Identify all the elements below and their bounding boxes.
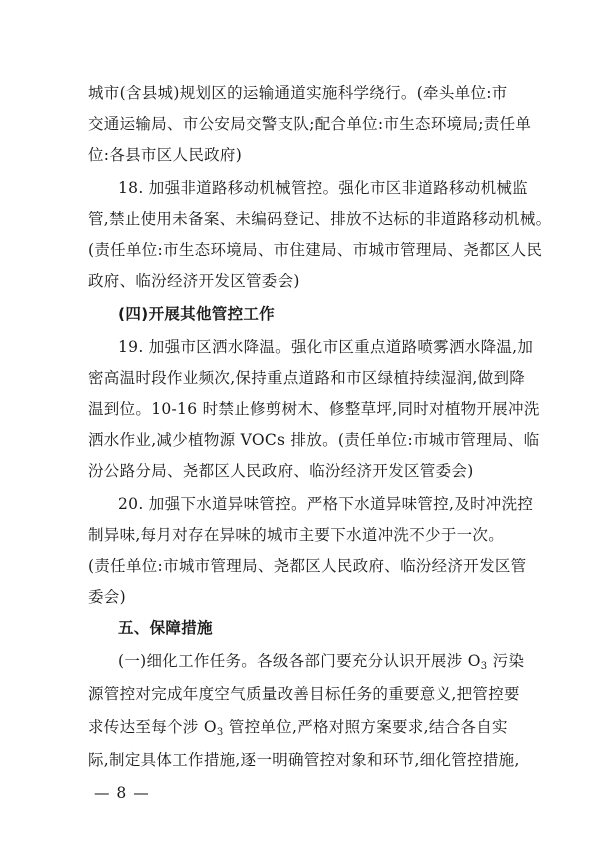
paragraph-line: 委会) [88, 588, 126, 606]
item-20-heading: 20. 加强下水道异味管控。严格下水道异味管控,及时冲洗控 [118, 495, 534, 513]
section-heading-other-controls: (四)开展其他管控工作 [118, 305, 275, 323]
page-number: — 8 — [94, 784, 150, 802]
paragraph-line: 制异味,每月对存在异味的城市主要下水道冲洗不少于一次。 [88, 526, 505, 544]
text-span: 求传达至每个涉 [88, 718, 199, 736]
paragraph-line: 际,制定具体工作措施,逐一明确管控对象和环节,细化管控措施, [88, 751, 520, 769]
paragraph-line: 管,禁止使用未备案、未编码登记、排放不达标的非道路移动机械。 [88, 210, 552, 228]
o3-formula: $O_3$ [203, 718, 224, 738]
paragraph-line-o3-2 [88, 716, 528, 738]
text-span: 污染 [492, 652, 525, 670]
section-heading-safeguards: 五、保障措施 [118, 619, 213, 637]
paragraph-line: 源管控对完成年度空气质量改善目标任务的重要意义,把管控要 [88, 685, 520, 703]
text-span: (一)细化工作任务。各级各部门要充分认识开展涉 [118, 652, 463, 670]
paragraph-line: 密高温时段作业频次,保持重点道路和市区绿植持续湿润,做到降 [88, 369, 526, 387]
item-18-heading: 18. 加强非道路移动机械管控。强化市区非道路移动机械监 [118, 179, 528, 197]
paragraph-line: 位:各县市区人民政府) [88, 146, 243, 164]
paragraph-line: 温到位。10-16 时禁止修剪树木、修整草坪,同时对植物开展冲洗 [88, 400, 540, 418]
paragraph-line: (责任单位:市生态环境局、市住建局、市城市管理局、尧都区人民 [88, 241, 543, 259]
paragraph-line: 汾公路分局、尧都区人民政府、临汾经济开发区管委会) [88, 462, 474, 480]
paragraph-line: 城市(含县城)规划区的运输通道实施科学绕行。(牵头单位:市 [88, 84, 508, 102]
paragraph-line-o3-1 [118, 650, 528, 672]
paragraph-line: (责任单位:市城市管理局、尧都区人民政府、临汾经济开发区管 [88, 557, 527, 575]
paragraph-line: 交通运输局、市公安局交警支队;配合单位:市生态环境局;责任单 [88, 115, 532, 133]
paragraph-line: 政府、临汾经济开发区管委会) [88, 272, 300, 290]
text-span: 管控单位,严格对照方案要求,结合各自实 [228, 718, 508, 736]
paragraph-line: 洒水作业,减少植物源 VOCs 排放。(责任单位:市城市管理局、临 [88, 431, 540, 449]
o3-formula: $O_3$ [467, 652, 488, 672]
item-19-heading: 19. 加强市区洒水降温。强化市区重点道路喷雾洒水降温,加 [118, 338, 534, 356]
